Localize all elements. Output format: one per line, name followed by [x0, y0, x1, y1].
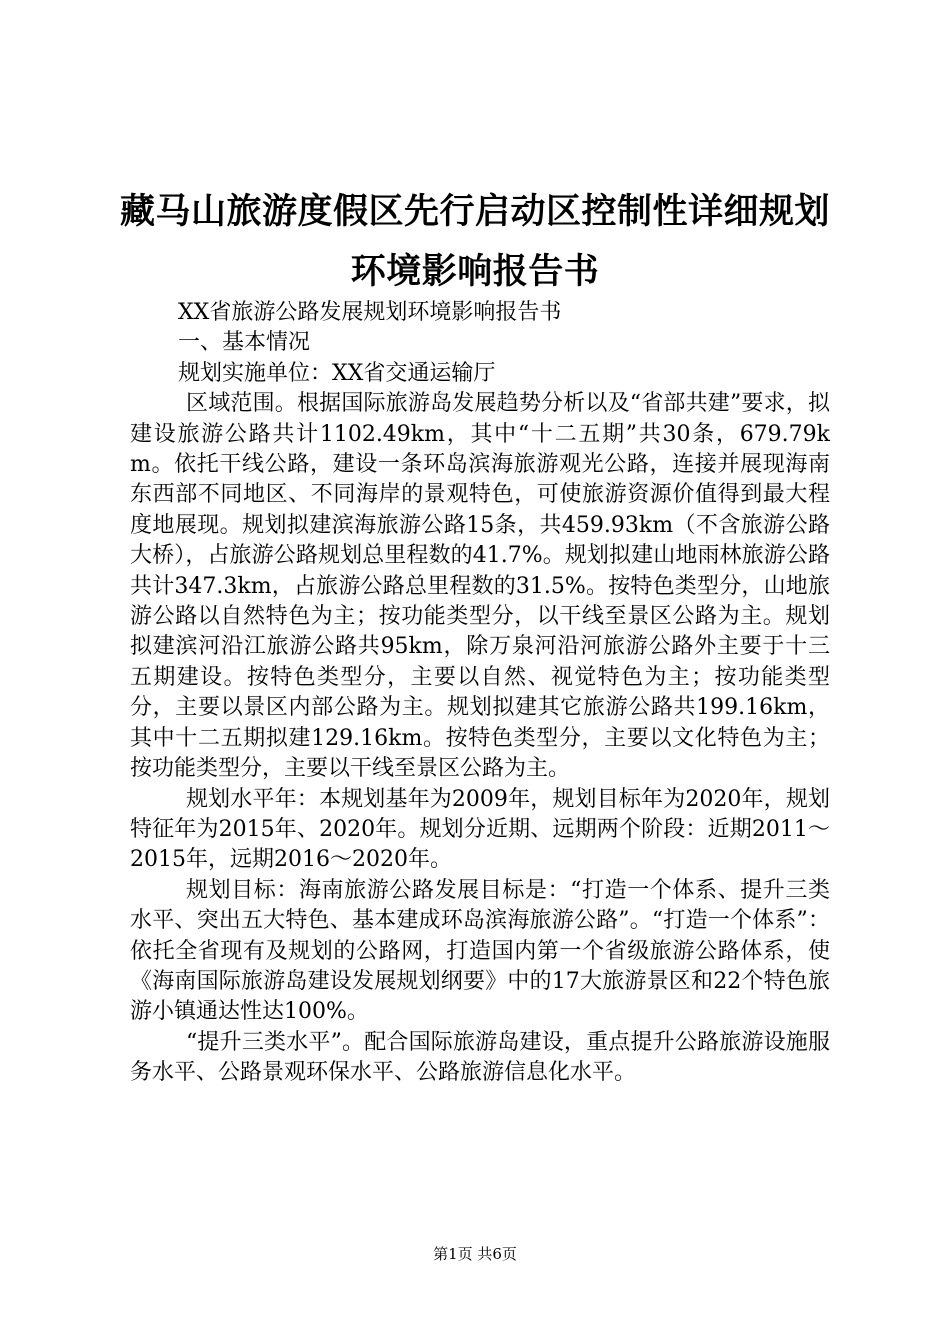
- paragraph-improve-levels: “提升三类水平”。配合国际旅游岛建设，重点提升公路旅游设施服务水平、公路景观环保水平、公路旅游信息化水平。: [130, 1029, 830, 1086]
- paragraph-report-name: XX省旅游公路发展规划环境影响报告书: [178, 300, 562, 325]
- document-title-line-1: 藏马山旅游度假区先行启动区控制性详细规划: [119, 192, 830, 232]
- page-footer: 第1页 共6页: [433, 1245, 517, 1263]
- paragraph-implementing-unit: 规划实施单位：XX省交通运输厅: [178, 360, 496, 386]
- document-body: [130, 298, 830, 1089]
- paragraph-planning-years: 规划水平年：本规划基年为2009年，规划目标年为2020年，规划特征年为2015年、2020年。规划分近期、远期两个阶段：近期2011～2015年，远期2016～2020年。: [130, 786, 830, 873]
- paragraph-planning-goals: 规划目标：海南旅游公路发展目标是：“打造一个体系、提升三类水平、突出五大特色、基本建成环岛滨海旅游公路”。“打造一个体系”：依托全省现有及规划的公路网，打造国内第一个省级旅游公路体系，使《海南国际旅游岛建设发展规划纲要》中的17大旅游景区和22个特色旅游小镇通达性达100%。: [130, 877, 830, 1025]
- paragraph-section-heading: 一、基本情况: [178, 330, 311, 356]
- paragraph-region-scope: 区域范围。根据国际旅游岛发展趋势分析以及“省部共建”要求，拟建设旅游公路共计1102.49km，其中“十二五期”共30条，679.79km。依托干线公路，建设一条环岛滨海旅游观光公路，连接并展现海南东西部不同地区、不同海岸的景观特色，可使旅游资源价值得到最大程度地展现。规划拟建滨海旅游公路15条，共459.93km（不含旅游公路大桥），占旅游公路规划总里程数的41.7%。规划拟建山地雨林旅游公路共计347.3km，占旅游公路总里程数的31.5%。按特色类型分，山地旅游公路以自然特色为主；按功能类型分，以干线至景区公路为主。规划拟建滨河沿江旅游公路共95km，除万泉河沿河旅游公路外主要于十三五期建设。按特色类型分，主要以自然、视觉特色为主；按功能类型分，主要以景区内部公路为主。规划拟建其它旅游公路共199.16km，其中十二五期拟建129.16km。按特色类型分，主要以文化特色为主；按功能类型分，主要以干线至景区公路为主。: [130, 391, 830, 782]
- document-title-line-2: 环境影响报告书: [350, 252, 600, 292]
